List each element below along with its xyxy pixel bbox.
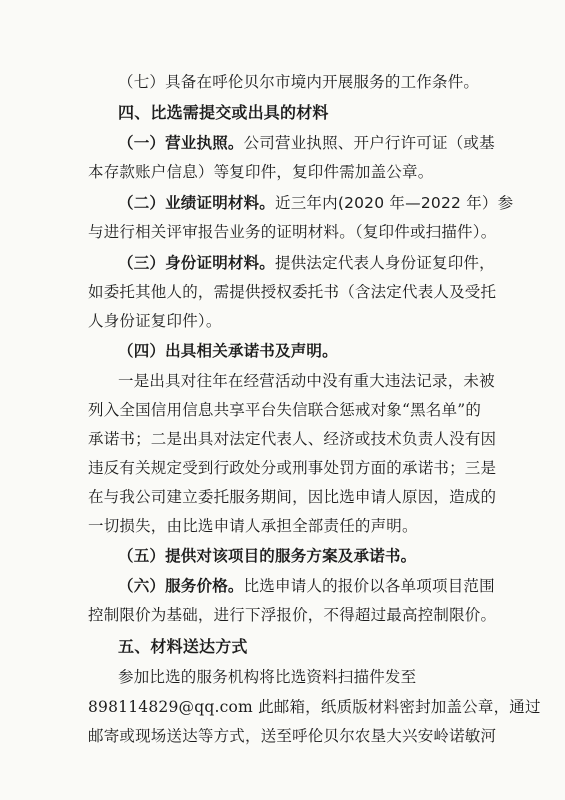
paragraph-line-requirement-7 [118,72,479,92]
line-text: 承诺书；二是出具对法定代表人、经济或技术负责人没有因 [88,430,497,448]
paragraph-line-commitment [118,341,338,361]
item-lead: （五）提供对该项目的服务方案及承诺书。 [118,547,417,565]
item-lead: （三）身份证明材料。 [118,254,276,272]
paragraph-line [88,162,433,182]
line-text: 违反有关规定受到行政处分或刑事处罚方面的承诺书；三是 [88,459,497,477]
paragraph-line-identity [118,253,495,273]
item-lead: （二）业绩证明材料。 [118,194,276,212]
line-text: 一是出具对往年在经营活动中没有重大违法记录，未被 [118,372,495,390]
line-text: 控制限价为基础，进行下浮报价，不得超过最高控制限价。 [88,606,497,624]
paragraph-line [88,222,496,242]
line-text: 如委托其他人的，需提供授权委托书（含法定代表人及受托 [88,283,497,301]
line-text: 一切损失，由比选申请人承担全部责任的声明。 [88,517,418,535]
paragraph-line [88,400,481,420]
paragraph-line-email [88,697,541,717]
line-text: 898114829@qq.com 此邮箱，纸质版材料密封加盖公章，通过 [88,698,541,716]
paragraph-line [88,458,496,478]
paragraph-line-service-plan [118,546,416,566]
paragraph-line [88,605,496,625]
paragraph-line [88,726,496,746]
paragraph-line [118,667,416,687]
paragraph-line-business-license [118,133,495,153]
line-text: 公司营业执照、开户行许可证（或基 [243,134,495,152]
line-text: 邮寄或现场送达等方式，送至呼伦贝尔农垦大兴安岭诺敏河 [88,727,497,745]
heading-text: 五、材料送达方式 [118,637,248,656]
paragraph-line-service-price [118,576,495,596]
paragraph-line-performance [118,193,513,213]
section-heading-materials [118,103,329,123]
line-text: 提供法定代表人身份证复印件， [275,254,495,272]
line-text: 人身份证复印件）。 [88,312,222,330]
paragraph-line [88,516,418,536]
line-text: 本存款账户信息）等复印件，复印件需加盖公章。 [88,163,434,181]
item-lead: （四）出具相关承诺书及声明。 [118,342,338,360]
paragraph-line [88,429,496,449]
line-text: 与进行相关评审报告业务的证明材料。（复印件或扫描件）。 [88,223,497,241]
heading-text: 四、比选需提交或出具的材料 [118,103,329,122]
paragraph-line [88,487,496,507]
item-lead: （六）服务价格。 [118,577,244,595]
paragraph-line [118,371,495,391]
paragraph-line [88,282,496,302]
line-text: 参加比选的服务机构将比选资料扫描件发至 [118,668,417,686]
paragraph-line [88,311,222,331]
line-text: （七）具备在呼伦贝尔市境内开展服务的工作条件。 [118,73,480,91]
line-text: 列入全国信用信息共享平台失信联合惩戒对象“黑名单”的 [88,401,482,419]
line-text: 近三年内(2020 年—2022 年）参 [275,194,514,212]
line-text: 在与我公司建立委托服务期间，因比选申请人原因，造成的 [88,488,497,506]
section-heading-delivery [118,637,248,657]
line-text: 比选申请人的报价以各单项项目范围 [243,577,495,595]
item-lead: （一）营业执照。 [118,134,244,152]
